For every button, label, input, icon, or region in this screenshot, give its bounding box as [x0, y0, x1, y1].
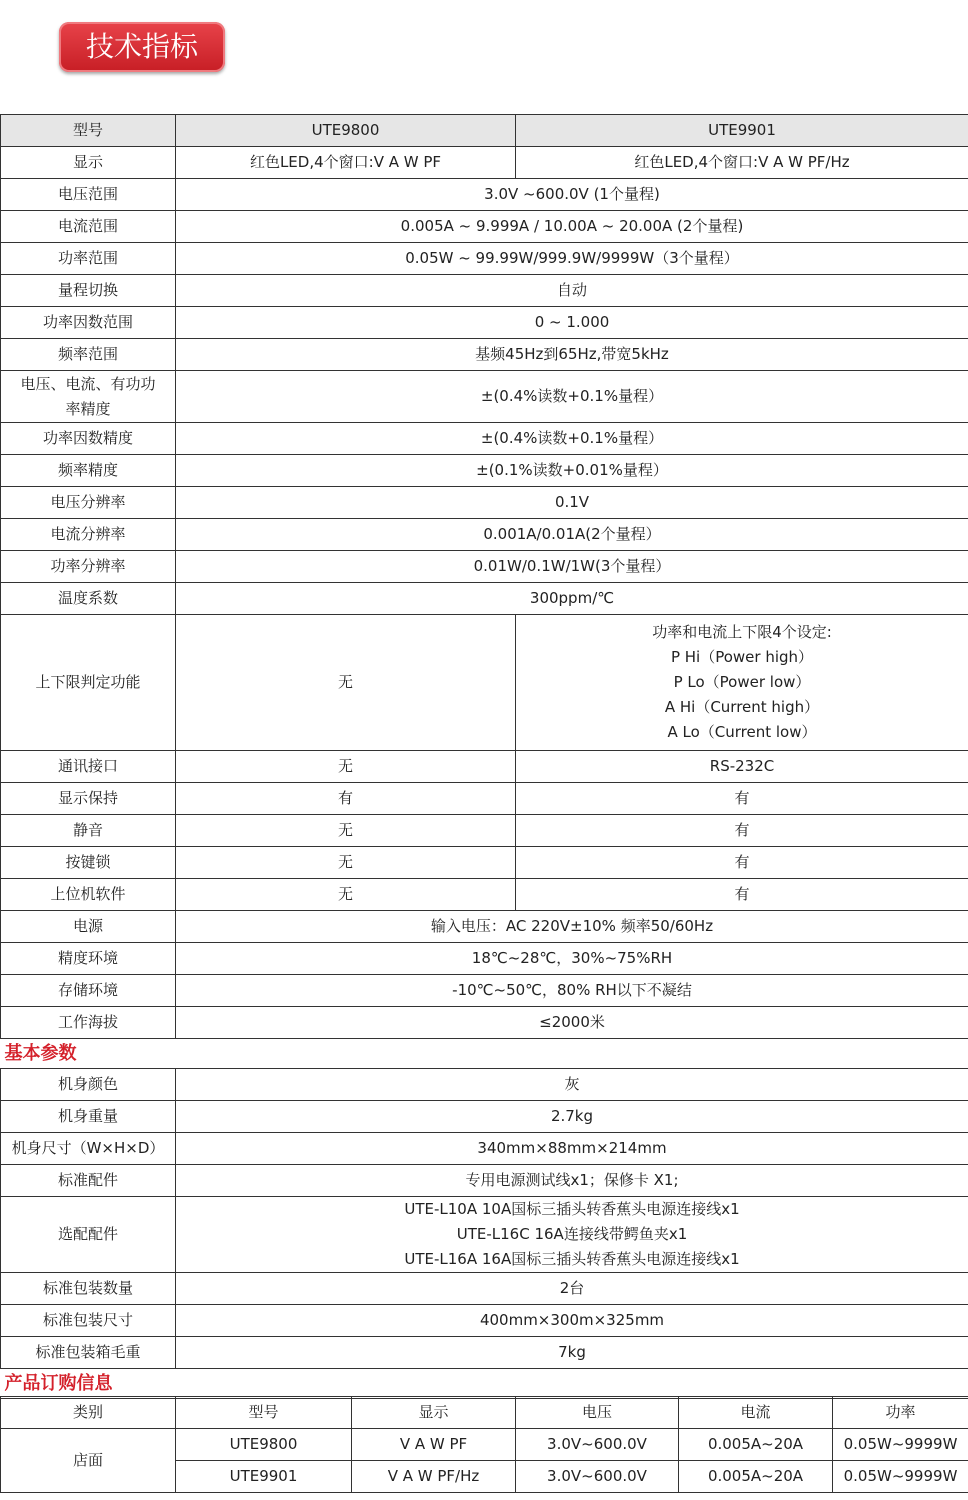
- row-value: 0 ~ 1.000: [176, 307, 968, 339]
- cell-ute9800: 无: [176, 847, 516, 879]
- row-label: 静音: [1, 815, 176, 847]
- row-label: 机身重量: [1, 1101, 176, 1133]
- row-value: [176, 1197, 968, 1273]
- row-label: 功率因数精度: [1, 423, 176, 455]
- order-voltage: 3.0V~600.0V: [516, 1461, 679, 1493]
- section-heading: 基本参数: [1, 1039, 968, 1069]
- spec-table: [0, 114, 968, 1399]
- cell-ute9901: 有: [516, 879, 968, 911]
- order-table: [0, 1396, 968, 1493]
- row-range-switch: [1, 275, 968, 307]
- cell-ute9800: 无: [176, 879, 516, 911]
- order-power: 0.05W~9999W: [833, 1461, 968, 1493]
- cell-ute9901: 红色LED,4个窗口:V A W PF/Hz: [516, 147, 968, 179]
- row-label: 上位机软件: [1, 879, 176, 911]
- order-display: V A W PF: [352, 1429, 516, 1461]
- cell-ute9901: [516, 615, 968, 751]
- header-ute9901: UTE9901: [516, 115, 968, 147]
- page-title-badge: 技术指标: [59, 22, 225, 72]
- order-display: V A W PF/Hz: [352, 1461, 516, 1493]
- row-label: 按键锁: [1, 847, 176, 879]
- cell-ute9800: 无: [176, 751, 516, 783]
- row-value: 18℃~28℃，30%~75%RH: [176, 943, 968, 975]
- order-row: [1, 1429, 968, 1461]
- row-pc-software: [1, 879, 968, 911]
- row-value: ±(0.1%读数+0.01%量程）: [176, 455, 968, 487]
- row-label-line: 电压、电流、有功功: [20, 374, 156, 393]
- row-body-size: [1, 1133, 968, 1165]
- cell-ute9901: 有: [516, 783, 968, 815]
- header-ute9800: UTE9800: [176, 115, 516, 147]
- order-header-row: [1, 1397, 968, 1429]
- row-value: 基频45Hz到65Hz,带宽5kHz: [176, 339, 968, 371]
- row-vip-accuracy: [1, 371, 968, 423]
- row-freq-accuracy: [1, 455, 968, 487]
- row-key-lock: [1, 847, 968, 879]
- row-value: 300ppm/℃: [176, 583, 968, 615]
- row-display: [1, 147, 968, 179]
- row-value: 2.7kg: [176, 1101, 968, 1133]
- row-power-supply: [1, 911, 968, 943]
- row-label: 电流范围: [1, 211, 176, 243]
- cell-ute9901: 有: [516, 815, 968, 847]
- row-label: 功率范围: [1, 243, 176, 275]
- row-current-range: [1, 211, 968, 243]
- row-label: 电源: [1, 911, 176, 943]
- row-value: 7kg: [176, 1337, 968, 1369]
- row-label: 标准配件: [1, 1165, 176, 1197]
- section-heading: 产品订购信息: [1, 1369, 968, 1399]
- row-label: 频率范围: [1, 339, 176, 371]
- row-label: 精度环境: [1, 943, 176, 975]
- row-storage-env: [1, 975, 968, 1007]
- row-freq-range: [1, 339, 968, 371]
- row-body-weight: [1, 1101, 968, 1133]
- row-value: 0.005A ~ 9.999A / 10.00A ~ 20.00A (2个量程): [176, 211, 968, 243]
- cell-ute9800: 红色LED,4个窗口:V A W PF: [176, 147, 516, 179]
- row-pf-accuracy: [1, 423, 968, 455]
- limit-line: P Hi（Power high）: [670, 648, 814, 666]
- row-label: 电流分辨率: [1, 519, 176, 551]
- order-model: UTE9800: [176, 1429, 352, 1461]
- row-display-hold: [1, 783, 968, 815]
- order-header-cell: 电压: [516, 1397, 679, 1429]
- order-header-cell: 功率: [833, 1397, 968, 1429]
- accessory-line: UTE-L16A 16A国标三插头转香蕉头电源连接线x1: [404, 1250, 740, 1268]
- row-voltage-range: [1, 179, 968, 211]
- limit-line: A Lo（Current low）: [667, 723, 817, 741]
- row-temp-coeff: [1, 583, 968, 615]
- row-value: 0.1V: [176, 487, 968, 519]
- row-label: 存储环境: [1, 975, 176, 1007]
- row-label: 选配配件: [1, 1197, 176, 1273]
- row-label: 标准包装数量: [1, 1273, 176, 1305]
- cell-ute9800: 无: [176, 815, 516, 847]
- section-basic-params: [1, 1039, 968, 1069]
- row-pf-range: [1, 307, 968, 339]
- row-value: -10℃~50℃，80% RH以下不凝结: [176, 975, 968, 1007]
- row-pack-size: [1, 1305, 968, 1337]
- row-label: 量程切换: [1, 275, 176, 307]
- row-label: 显示: [1, 147, 176, 179]
- row-voltage-resolution: [1, 487, 968, 519]
- order-current: 0.005A~20A: [679, 1461, 833, 1493]
- order-model: UTE9901: [176, 1461, 352, 1493]
- row-label: 上下限判定功能: [1, 615, 176, 751]
- row-pack-weight: [1, 1337, 968, 1369]
- order-header-cell: 型号: [176, 1397, 352, 1429]
- row-value: 400mm×300m×325mm: [176, 1305, 968, 1337]
- row-value: 0.001A/0.01A(2个量程）: [176, 519, 968, 551]
- limit-line: A Hi（Current high）: [664, 698, 820, 716]
- header-model-label: 型号: [1, 115, 176, 147]
- row-accuracy-env: [1, 943, 968, 975]
- cell-ute9800: 无: [176, 615, 516, 751]
- row-current-resolution: [1, 519, 968, 551]
- order-header-cell: 显示: [352, 1397, 516, 1429]
- limit-line: 功率和电流上下限4个设定:: [652, 623, 832, 641]
- row-label: 工作海拔: [1, 1007, 176, 1039]
- row-value: ±(0.4%读数+0.1%量程）: [176, 423, 968, 455]
- row-label: 标准包装尺寸: [1, 1305, 176, 1337]
- row-label: 功率因数范围: [1, 307, 176, 339]
- row-value: 3.0V ~600.0V (1个量程): [176, 179, 968, 211]
- row-body-color: [1, 1069, 968, 1101]
- row-comm-interface: [1, 751, 968, 783]
- row-label: 温度系数: [1, 583, 176, 615]
- row-value: 专用电源测试线x1；保修卡 X1;: [176, 1165, 968, 1197]
- row-opt-accessories: [1, 1197, 968, 1273]
- order-current: 0.005A~20A: [679, 1429, 833, 1461]
- row-value: ≤2000米: [176, 1007, 968, 1039]
- row-mute: [1, 815, 968, 847]
- limit-line: P Lo（Power low）: [673, 673, 811, 691]
- row-pack-qty: [1, 1273, 968, 1305]
- row-label: [1, 371, 176, 423]
- row-label: 显示保持: [1, 783, 176, 815]
- row-value: 输入电压：AC 220V±10% 频率50/60Hz: [176, 911, 968, 943]
- order-power: 0.05W~9999W: [833, 1429, 968, 1461]
- row-value: ±(0.4%读数+0.1%量程）: [176, 371, 968, 423]
- row-value: 0.05W ~ 99.99W/999.9W/9999W（3个量程）: [176, 243, 968, 275]
- cell-ute9901: RS-232C: [516, 751, 968, 783]
- row-label: 通讯接口: [1, 751, 176, 783]
- section-order-info: [1, 1369, 968, 1399]
- row-label-line: 率精度: [65, 399, 111, 418]
- row-altitude: [1, 1007, 968, 1039]
- spec-header-row: [1, 115, 968, 147]
- row-label: 频率精度: [1, 455, 176, 487]
- cell-ute9800: 有: [176, 783, 516, 815]
- row-label: 机身颜色: [1, 1069, 176, 1101]
- order-category: 店面: [1, 1429, 176, 1493]
- row-label: 标准包装箱毛重: [1, 1337, 176, 1369]
- order-header-cell: 电流: [679, 1397, 833, 1429]
- row-value: 自动: [176, 275, 968, 307]
- row-value: 340mm×88mm×214mm: [176, 1133, 968, 1165]
- cell-ute9901: 有: [516, 847, 968, 879]
- order-header-cell: 类别: [1, 1397, 176, 1429]
- row-power-resolution: [1, 551, 968, 583]
- accessory-line: UTE-L10A 10A国标三插头转香蕉头电源连接线x1: [404, 1200, 740, 1218]
- order-voltage: 3.0V~600.0V: [516, 1429, 679, 1461]
- row-label: 电压分辨率: [1, 487, 176, 519]
- row-label: 机身尺寸（W×H×D）: [1, 1133, 176, 1165]
- row-power-range: [1, 243, 968, 275]
- accessory-line: UTE-L16C 16A连接线带鳄鱼夹x1: [456, 1225, 688, 1243]
- row-value: 0.01W/0.1W/1W(3个量程）: [176, 551, 968, 583]
- row-value: 灰: [176, 1069, 968, 1101]
- row-limit-judge: [1, 615, 968, 751]
- row-label: 电压范围: [1, 179, 176, 211]
- row-label: 功率分辨率: [1, 551, 176, 583]
- row-value: 2台: [176, 1273, 968, 1305]
- row-std-accessories: [1, 1165, 968, 1197]
